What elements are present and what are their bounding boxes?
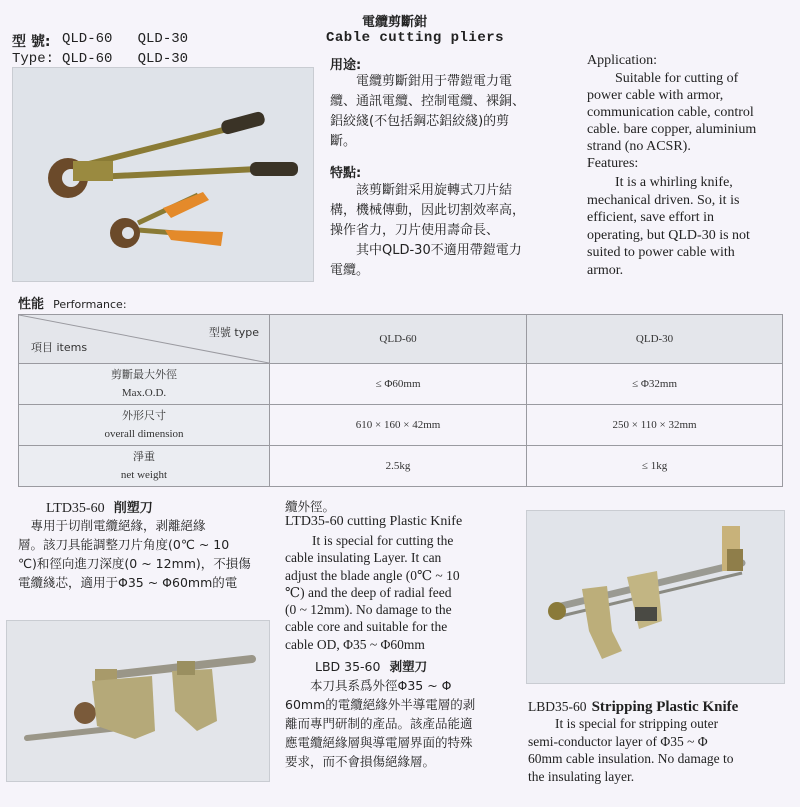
lbd-en-line: the insulating layer. <box>528 768 635 784</box>
application-body-en <box>587 70 792 155</box>
ltd-body-cn <box>18 516 280 592</box>
lbd-line: 本刀具系爲外徑Φ35 ~ Φ <box>285 678 452 693</box>
lbd-knife-illustration <box>527 511 784 683</box>
row-label-cn: 淨重 <box>133 450 155 463</box>
ltd-en-line: ℃) and the deep of radial feed <box>285 584 452 600</box>
table-header-row <box>19 315 783 364</box>
features-en-line: mechanical driven. So, it is <box>587 192 740 208</box>
ltd-line: 電纜綫芯，適用于Φ35 ~ Φ60mm的電 <box>18 575 238 590</box>
row-label-cell <box>19 405 270 446</box>
header-type-label: 型號 type <box>208 326 259 339</box>
lbd-knife-photo <box>526 510 785 684</box>
ltd-en-line: cable insulating Layer. It can <box>285 550 442 566</box>
lbd-title <box>315 656 427 675</box>
table-row <box>19 446 783 487</box>
performance-table <box>18 314 783 487</box>
usage-line: 鋁絞綫(不包括鋼芯鋁絞綫)的剪 <box>330 114 510 129</box>
pliers-photo <box>12 67 314 282</box>
lbd-body-cn <box>285 676 523 771</box>
table-row <box>19 364 783 405</box>
features-line: 電纜。 <box>330 263 370 278</box>
product-title-en: Cable cutting pliers <box>326 30 505 46</box>
ltd-body-cn-continued: 纜外徑。 <box>285 499 336 514</box>
features-heading-cn: 特點: <box>330 166 362 181</box>
ltd-body-en <box>285 532 515 653</box>
lbd-body-en <box>528 715 790 785</box>
features-line: 其中QLD-30不適用帶鎧電力 <box>330 243 522 258</box>
type-label-en: Type: <box>12 51 55 67</box>
table-cell: 250 × 110 × 32mm <box>527 405 783 446</box>
table-cell: ≤ Φ32mm <box>527 364 783 405</box>
pliers-illustration <box>13 68 313 281</box>
lbd-model: LBD 35-60 <box>315 659 381 674</box>
application-line: strand (no ACSR). <box>587 139 691 154</box>
performance-title-en: Performance: <box>53 298 127 311</box>
application-line: power cable with armor, <box>587 88 724 103</box>
ltd-en-line: cable OD, Φ35 ~ Φ60mm <box>285 636 425 652</box>
lbd-en-line: semi-conductor layer of Φ35 ~ Φ <box>528 733 708 749</box>
table-cell: 610 × 160 × 42mm <box>270 405 527 446</box>
product-title-cn: 電纜剪斷鉗 <box>362 15 428 30</box>
ltd-en-line: (0 ~ 12mm). No damage to the <box>285 602 452 618</box>
ltd-en-line: It is special for cutting the <box>285 533 454 548</box>
application-heading-en: Application: <box>587 53 657 68</box>
application-line: communication cable, control <box>587 105 754 120</box>
application-line: Suitable for cutting of <box>587 71 739 86</box>
lbd-en-line: It is special for stripping outer <box>528 716 719 731</box>
column-header: QLD-30 <box>527 315 783 364</box>
model-list-en-line: QLD-60 QLD-30 <box>62 51 189 67</box>
ltd-model: LTD35-60 <box>46 501 105 516</box>
table-row <box>19 405 783 446</box>
header-items-label: 項目 items <box>31 341 88 354</box>
ltd-title-cn: 削塑刀 <box>113 501 153 516</box>
lbd-en-model: LBD35-60 <box>528 699 587 714</box>
model-list-cn-line: QLD-60 QLD-30 <box>62 31 189 47</box>
ltd-en-line: cable core and suitable for the <box>285 619 448 635</box>
features-body-en <box>587 174 792 279</box>
row-label-cell <box>19 446 270 487</box>
lbd-line: 應電纜絕緣層與導電層界面的特殊 <box>285 735 473 750</box>
ltd-title <box>46 497 153 517</box>
features-en-line: efficient, save effort in <box>587 210 714 225</box>
row-label-en: Max.O.D. <box>121 387 167 399</box>
ltd-line: 專用于切削電纜絕緣，剥離絕緣 <box>18 518 206 533</box>
features-line: 該剪斷鉗采用旋轉式刀片結 <box>330 183 513 198</box>
table-cell: 2.5kg <box>270 446 527 487</box>
lbd-title-cn: 剥塑刀 <box>389 659 428 674</box>
features-line: 操作省力，刀片使用壽命長、 <box>330 223 500 238</box>
lbd-line: 離而專門研制的產品。該產品能適 <box>285 716 473 731</box>
features-en-line: suited to power cable with <box>587 245 735 260</box>
table-corner-cell <box>19 315 270 364</box>
row-label-cn: 外形尺寸 <box>122 409 166 422</box>
performance-heading <box>18 293 127 312</box>
features-heading-en: Features: <box>587 156 639 171</box>
usage-line: 電纜剪斷鉗用于帶鎧電力電 <box>330 74 513 89</box>
type-label-cn: 型 號: <box>12 34 51 50</box>
ltd-line: 層。該刀具能調整刀片角度(0℃ ~ 10 <box>18 537 230 552</box>
performance-title-cn: 性能 <box>18 297 45 312</box>
lbd-en-title: Stripping Plastic Knife <box>591 699 739 715</box>
lbd-line: 要求，而不會損傷絕緣層。 <box>285 754 436 769</box>
application-line: cable. bare copper, aluminium <box>587 122 757 137</box>
usage-heading-cn: 用途: <box>330 58 362 73</box>
features-en-line: armor. <box>587 262 624 278</box>
lbd-line: 60mm的電纜絕緣外半導電層的剥 <box>285 697 476 712</box>
features-line: 構，機械傳動，因此切割效率高， <box>330 203 526 218</box>
usage-line: 斷。 <box>330 134 357 149</box>
usage-line: 纜、通訊電纜、控制電纜、裸銅、 <box>330 94 526 109</box>
row-label-en: net weight <box>120 469 168 481</box>
table-cell: ≤ Φ60mm <box>270 364 527 405</box>
features-body-cn <box>330 181 575 281</box>
row-label-cell <box>19 364 270 405</box>
features-en-line: It is a whirling knife, <box>587 175 733 190</box>
lbd-en-line: 60mm cable insulation. No damage to <box>528 751 734 766</box>
ltd-title-en: LTD35-60 cutting Plastic Knife <box>285 514 463 529</box>
column-header: QLD-60 <box>270 315 527 364</box>
row-label-cn: 剪斷最大外徑 <box>111 368 177 381</box>
lbd-title-en <box>528 696 738 716</box>
ltd-knife-illustration <box>7 621 269 781</box>
row-label-en: overall dimension <box>104 428 184 440</box>
ltd-en-line: adjust the blade angle (0℃ ~ 10 <box>285 567 460 583</box>
features-en-line: operating, but QLD-30 is not <box>587 227 750 243</box>
table-cell: ≤ 1kg <box>527 446 783 487</box>
usage-body-cn <box>330 72 575 152</box>
ltd-line: ℃)和徑向進刀深度(0 ~ 12mm)，不損傷 <box>18 556 251 571</box>
ltd-knife-photo <box>6 620 270 782</box>
